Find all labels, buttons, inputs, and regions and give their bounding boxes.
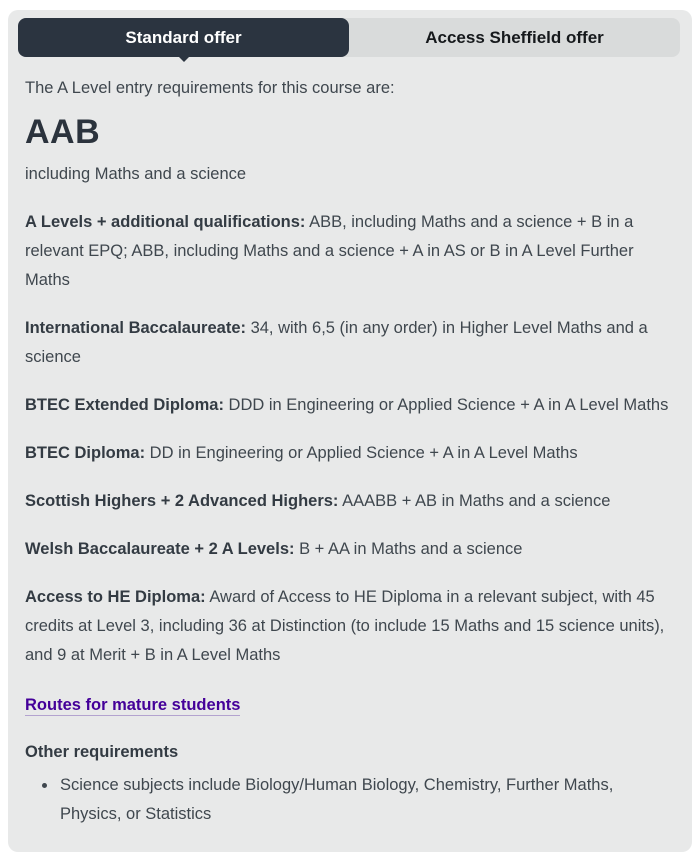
routes-for-mature-students-link[interactable]: Routes for mature students [25, 696, 241, 714]
requirement-text: 34, with 6,5 (in any order) in Higher Level Maths and a science [25, 319, 648, 366]
requirement-label: Scottish Highers + 2 Advanced Highers: [25, 492, 339, 510]
requirement-text: ABB, including Maths and a science + B in a relevant EPQ; ABB, including Maths and a science + A in AS or B in A Level Further Maths [25, 213, 634, 289]
intro-text: The A Level entry requirements for this course are: [25, 79, 395, 97]
requirement-label: BTEC Diploma: [25, 444, 146, 462]
requirement-text: DDD in Engineering or Applied Science + A in A Level Maths [223, 396, 669, 414]
standard-offer-panel [8, 74, 692, 829]
requirement-label: International Baccalaureate: [25, 319, 246, 337]
other-requirements-list [25, 771, 670, 829]
other-requirements-heading: Other requirements [25, 743, 179, 761]
tab-standard-offer[interactable] [18, 18, 349, 57]
requirement-label: Welsh Baccalaureate + 2 A Levels: [25, 540, 295, 558]
requirement-welsh-baccalaureate [25, 535, 670, 564]
mature-students-row [25, 691, 670, 720]
requirement-btec-extended-diploma [25, 391, 670, 420]
requirement-international-baccalaureate [25, 314, 670, 372]
entry-requirements-card [8, 10, 692, 852]
list-item-text: Science subjects include Biology/Human Biology, Chemistry, Further Maths, Physics, or Statistics [60, 776, 614, 823]
requirement-text: AAABB + AB in Maths and a science [338, 492, 611, 510]
tab-standard-offer-label: Standard offer [125, 27, 242, 47]
requirement-text: DD in Engineering or Applied Science + A in A Level Maths [145, 444, 578, 462]
offer-tabs [8, 10, 692, 57]
requirement-text: Award of Access to HE Diploma in a relevant subject, with 45 credits at Level 3, including 36 at Distinction (to include 15 Maths and 15 science units), and 9 at Merit + B in A Level Maths [25, 588, 665, 664]
grade-note: including Maths and a science [25, 165, 247, 183]
requirement-text: B + AA in Maths and a science [294, 540, 523, 558]
requirement-label: BTEC Extended Diploma: [25, 396, 224, 414]
grade-heading: AAB [25, 113, 101, 151]
requirement-label: A Levels + additional qualifications: [25, 213, 306, 231]
tab-access-sheffield-offer[interactable] [341, 18, 680, 57]
requirement-access-to-he-diploma [25, 583, 670, 670]
requirement-btec-diploma [25, 439, 670, 468]
tab-access-sheffield-offer-label: Access Sheffield offer [425, 27, 604, 47]
list-item [58, 771, 670, 829]
requirement-a-levels-additional [25, 208, 670, 295]
requirement-label: Access to HE Diploma: [25, 588, 206, 606]
requirement-scottish-highers [25, 487, 670, 516]
